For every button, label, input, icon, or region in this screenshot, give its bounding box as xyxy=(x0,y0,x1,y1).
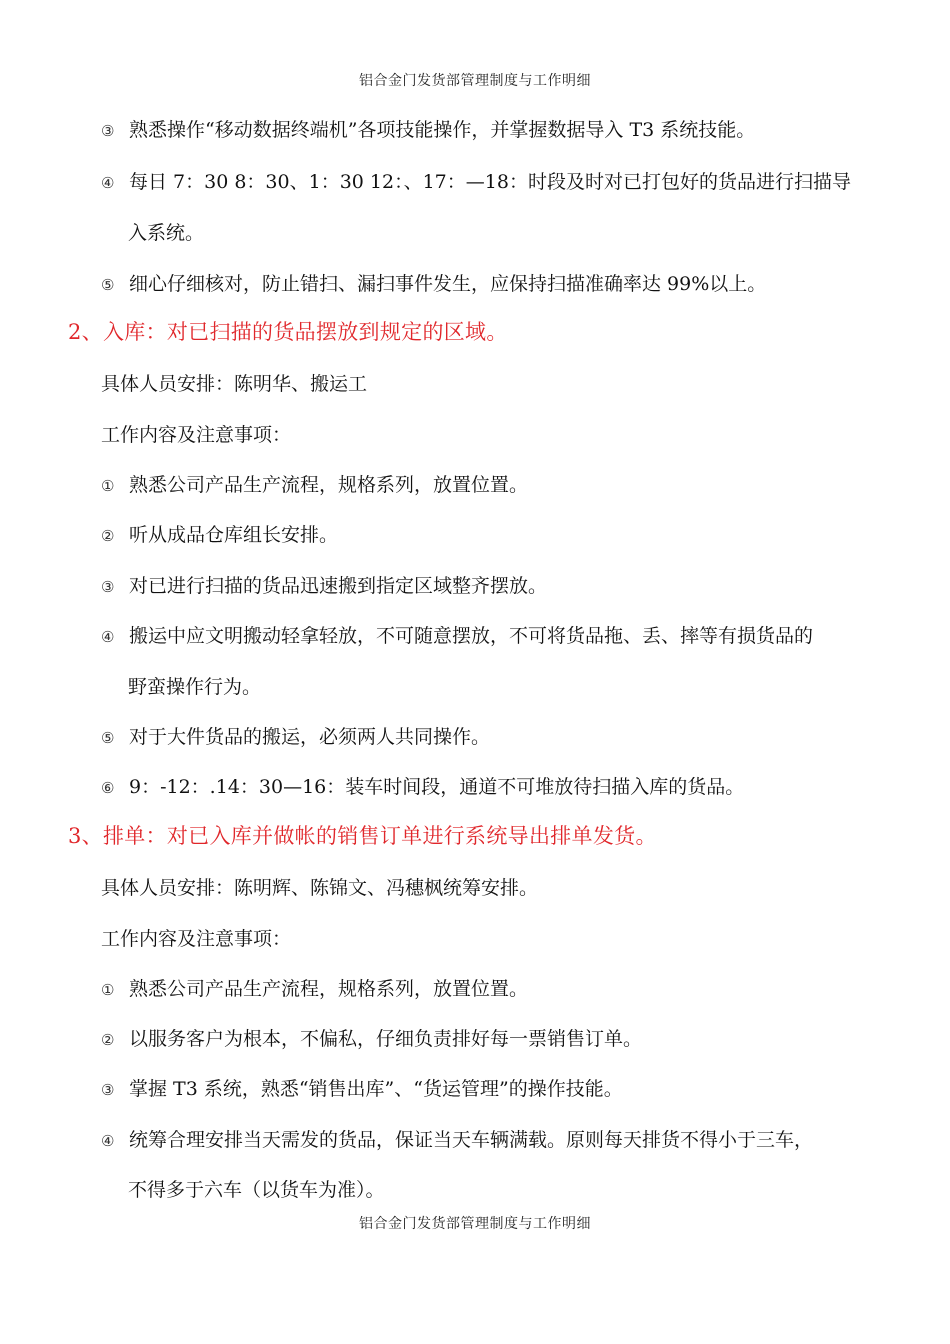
item-text: 每日 7：30 8：30、1：30 12：、17：—18：时段及时对已打包好的货品进行扫描导 xyxy=(129,171,851,193)
item-number: ② xyxy=(101,527,115,545)
list-item xyxy=(101,977,528,1002)
list-item xyxy=(101,574,547,599)
list-item xyxy=(101,1027,642,1052)
list-item xyxy=(101,473,528,498)
item-number: ① xyxy=(101,477,115,495)
item-text: 对于大件货品的搬运，必须两人共同操作。 xyxy=(129,726,491,748)
list-item xyxy=(101,1077,623,1102)
item-number: ③ xyxy=(101,578,115,596)
page-header: 铝合金门发货部管理制度与工作明细 xyxy=(359,73,591,89)
list-item xyxy=(101,118,755,143)
item-text: 以服务客户为根本，不偏私，仔细负责排好每一票销售订单。 xyxy=(129,1028,643,1050)
item-text: 听从成品仓库组长安排。 xyxy=(129,524,339,546)
list-item xyxy=(101,624,813,649)
item-text: 对已进行扫描的货品迅速搬到指定区域整齐摆放。 xyxy=(129,575,548,597)
item-number: ⑤ xyxy=(101,276,115,294)
notes-label: 工作内容及注意事项： xyxy=(101,424,292,446)
item-text: 搬运中应文明搬动轻拿轻放，不可随意摆放，不可将货品拖、丢、摔等有损货品的 xyxy=(129,625,814,647)
item-text: 9：-12：.14：30—16：装车时间段，通道不可堆放待扫描入库的货品。 xyxy=(129,776,745,798)
list-item xyxy=(101,272,766,297)
list-item xyxy=(101,1128,813,1153)
item-text: 熟悉公司产品生产流程，规格系列，放置位置。 xyxy=(129,978,529,1000)
item-continuation: 不得多于六车（以货车为准）。 xyxy=(128,1179,385,1201)
notes-label: 工作内容及注意事项： xyxy=(101,928,292,950)
item-text: 统筹合理安排当天需发的货品，保证当天车辆满载。原则每天排货不得小于三车， xyxy=(129,1129,814,1151)
item-continuation: 野蛮操作行为。 xyxy=(128,676,262,698)
item-text: 细心仔细核对，防止错扫、漏扫事件发生，应保持扫描准确率达 99%以上。 xyxy=(129,273,767,295)
list-item xyxy=(101,775,744,800)
list-item xyxy=(101,725,490,750)
item-text: 掌握 T3 系统，熟悉“销售出库”、“货运管理”的操作技能。 xyxy=(129,1078,623,1100)
section-heading: 3、排单：对已入库并做帐的销售订单进行系统导出排单发货。 xyxy=(68,824,657,848)
item-number: ⑥ xyxy=(101,779,115,797)
item-text: 熟悉公司产品生产流程，规格系列，放置位置。 xyxy=(129,474,529,496)
item-text: 熟悉操作“移动数据终端机”各项技能操作，并掌握数据导入 T3 系统技能。 xyxy=(129,119,756,141)
item-continuation: 入系统。 xyxy=(128,222,205,244)
list-item xyxy=(101,170,851,195)
item-number: ④ xyxy=(101,1132,115,1150)
item-number: ② xyxy=(101,1031,115,1049)
item-number: ⑤ xyxy=(101,729,115,747)
list-item xyxy=(101,523,338,548)
staff-assignment: 具体人员安排：陈明华、搬运工 xyxy=(101,373,368,395)
item-number: ① xyxy=(101,981,115,999)
item-number: ③ xyxy=(101,1081,115,1099)
item-number: ④ xyxy=(101,628,115,646)
item-number: ④ xyxy=(101,174,115,192)
staff-assignment: 具体人员安排：陈明辉、陈锦文、冯穗枫统筹安排。 xyxy=(101,877,539,899)
item-number: ③ xyxy=(101,122,115,140)
page-footer: 铝合金门发货部管理制度与工作明细 xyxy=(359,1216,591,1232)
section-heading: 2、入库：对已扫描的货品摆放到规定的区域。 xyxy=(68,320,508,344)
